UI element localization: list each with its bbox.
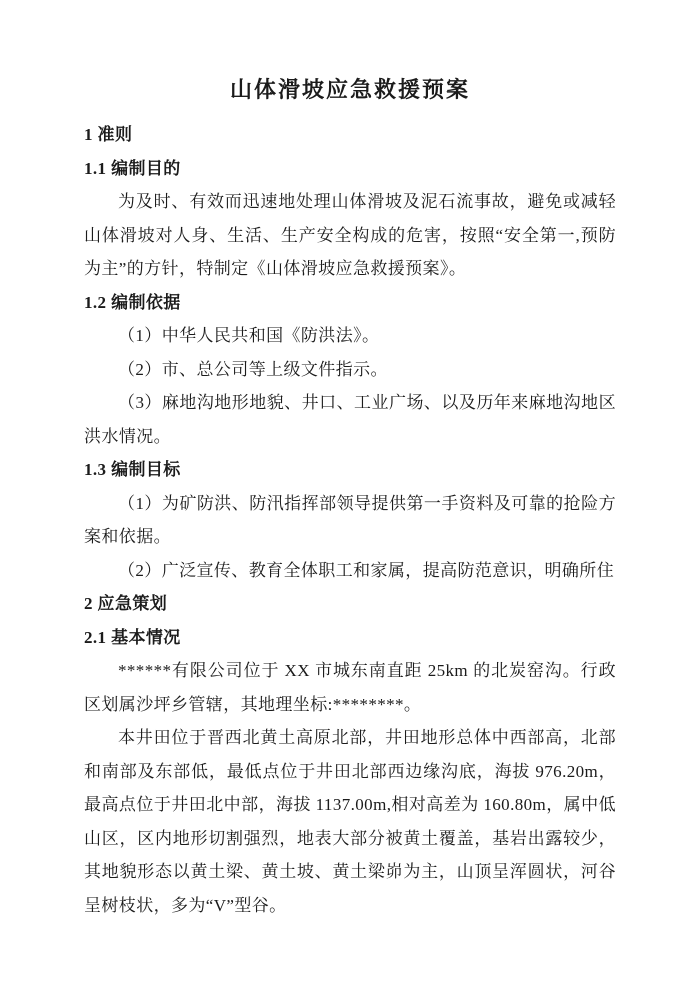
document-title: 山体滑坡应急救援预案 <box>229 77 470 102</box>
section-heading-1-3: 1.3 编制目标 <box>84 460 181 479</box>
list-item-goal-2: （2）广泛宣传、教育全体职工和家属，提高防范意识，明确所住 <box>118 560 615 580</box>
paragraph-terrain-description: 本井田位于晋西北黄土高原北部，井田地形总体中西部高，北部和南部及东部低，最低点位于井田北部西边缘沟底，海拔 976.20m，最高点位于井田北中部，海拔 1137.00m,相对高差为 160.80m，属中低山区，区内地形切割强烈，地表大部分被黄土覆盖，基岩出露较少，其地貌形态以黄土梁、黄土坡、黄土梁峁为主，山顶呈浑圆状，河谷呈树枝状，多为“V”型谷。 <box>84 728 616 915</box>
section-heading-1-1: 1.1 编制目的 <box>84 158 181 178</box>
list-item-goal-1: （1）为矿防洪、防汛指挥部领导提供第一手资料及可靠的抢险方案和依据。 <box>84 493 616 546</box>
section-heading-2-1: 2.1 基本情况 <box>84 627 181 647</box>
list-item-basis-3: （3）麻地沟地形地貌、井口、工业广场、以及历年来麻地沟地区洪水情况。 <box>84 393 616 446</box>
section-heading-1-2: 1.2 编制依据 <box>84 292 181 312</box>
section-heading-2: 2 应急策划 <box>84 594 168 613</box>
list-item-basis-1: （1）中华人民共和国《防洪法》。 <box>118 326 380 345</box>
paragraph-purpose: 为及时、有效而迅速地处理山体滑坡及泥石流事故，避免或减轻山体滑坡对人身、生活、生产安全构成的危害，按照“安全第一,预防为主”的方针，特制定《山体滑坡应急救援预案》。 <box>84 192 616 278</box>
paragraph-company-location: ******有限公司位于 XX 市城东南直距 25km 的北炭窑沟。行政区划属沙坪乡管辖，其地理坐标:********。 <box>84 661 616 714</box>
list-item-basis-2: （2）市、总公司等上级文件指示。 <box>118 359 388 379</box>
section-heading-1: 1 准则 <box>84 125 133 144</box>
